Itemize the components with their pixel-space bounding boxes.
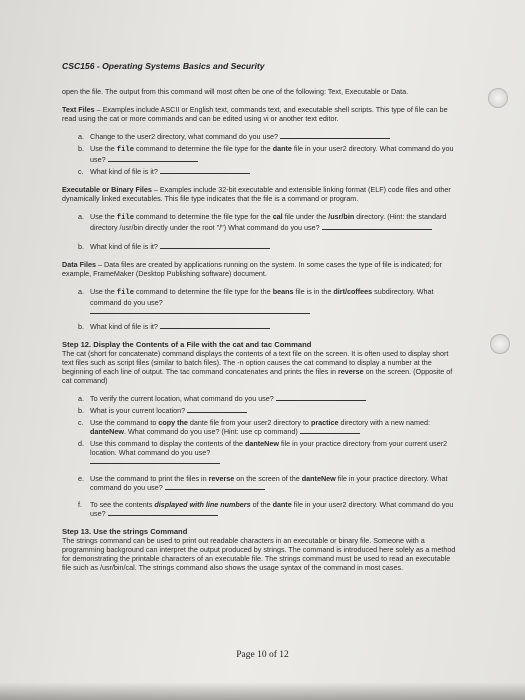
question-item: a. Change to the user2 directory, what command do you use?	[90, 132, 460, 141]
page-header: CSC156 - Operating Systems Basics and Security	[62, 61, 265, 71]
answer-blank[interactable]	[280, 132, 390, 139]
answer-blank[interactable]	[90, 307, 310, 314]
exec-files-questions	[62, 212, 460, 251]
question-item: b. What is your current location?	[90, 406, 460, 415]
answer-blank[interactable]	[300, 427, 360, 434]
text-files-body: – Examples include ASCII or English text, commands text, and executable shell scripts. This type of file can be read using the cat or more commands and can be edited using vi or another text editor.	[62, 105, 448, 123]
answer-blank[interactable]	[90, 457, 220, 464]
question-item: a. To verify the current location, what command do you use?	[90, 394, 460, 403]
question-item: a. Use the file command to determine the file type for the beans file is in the dirt/coffees subdirectory. What command do you use?	[90, 287, 460, 316]
text-files-questions	[62, 132, 460, 176]
question-item: a. Use the file command to determine the file type for the cal file under the /usr/bin directory. (Hint: the standard directory /usr/bin directly under the root "/") What command do you use?	[78, 212, 447, 232]
answer-blank[interactable]	[160, 167, 250, 174]
answer-blank[interactable]	[322, 223, 432, 230]
binder-hole-top	[488, 88, 508, 108]
question-item: d. Use this command to display the contents of the danteNew file in your practice directory from your current user2 location. What command do you use?	[90, 439, 460, 466]
exec-files-paragraph: Executable or Binary Files – Examples include 32-bit executable and extensible linking format (ELF) code files and other dynamically linked executables. This file type indicates that the file is a command or program.	[62, 185, 451, 203]
question-item: b. What kind of file is it?	[90, 242, 460, 251]
question-item: c. What kind of file is it?	[90, 167, 460, 176]
text-files-title: Text Files	[62, 105, 95, 114]
step12-questions	[62, 394, 460, 518]
answer-blank[interactable]	[108, 155, 198, 162]
data-files-questions	[62, 287, 460, 331]
answer-blank[interactable]	[187, 406, 247, 413]
answer-blank[interactable]	[108, 509, 218, 516]
data-files-paragraph: Data Files – Data files are created by applications running on the system. In some cases the type of file is indicated; for example, FrameMaker (Desktop Publishing software) document.	[62, 260, 442, 278]
question-item: f. To see the contents displayed with line numbers of the dante file in your user2 directory. What command do you use?	[78, 500, 454, 518]
page-number: Page 10 of 12	[236, 650, 289, 660]
step13-title: Step 13. Use the strings Command	[62, 527, 188, 536]
page-content	[62, 62, 460, 581]
answer-blank[interactable]	[276, 394, 366, 401]
step12-title: Step 12. Display the Contents of a File with the cat and tac Command	[62, 340, 312, 349]
answer-blank[interactable]	[160, 242, 270, 249]
page-shadow	[0, 682, 525, 700]
question-item: e. Use the command to print the files in reverse on the screen of the danteNew file in your practice directory. What command do you use?	[78, 474, 448, 492]
step12-paragraph: The cat (short for concatenate) command displays the contents of a text file on the screen. It is often used to display short text files such as script files (similar to batch files). The -n option causes the cat command to display a number at the beginning of each line of output. The tac command concatenates and prints the files in reverse on the screen. (Opposite of cat command)	[62, 349, 453, 385]
step13-paragraph: The strings command can be used to print out readable characters in an executable or binary file. Someone with a programming background can interpret the output produced by strings. The command is introduced here solely as a method for demonstrating the printable characters of an executable file. The strings command must be used to read an executable file such as /usr/bin/cal. The strings command also shows the usage syntax of the command in most cases.	[62, 536, 456, 572]
question-item: b. Use the file command to determine the file type for the dante file in your user2 directory. What command do you use?	[78, 144, 454, 164]
binder-hole-middle	[490, 334, 510, 354]
answer-blank[interactable]	[160, 322, 270, 329]
question-item: b. What kind of file is it?	[90, 322, 460, 331]
text-files-paragraph	[62, 105, 460, 123]
intro-paragraph: open the file. The output from this command will most often be one of the following: Text, Executable or Data.	[62, 87, 409, 96]
question-item: c. Use the command to copy the dante file from your user2 directory to practice directory with a new named: danteNew. What command do you use? (Hint: use cp command)	[78, 418, 430, 436]
answer-blank[interactable]	[165, 483, 265, 490]
